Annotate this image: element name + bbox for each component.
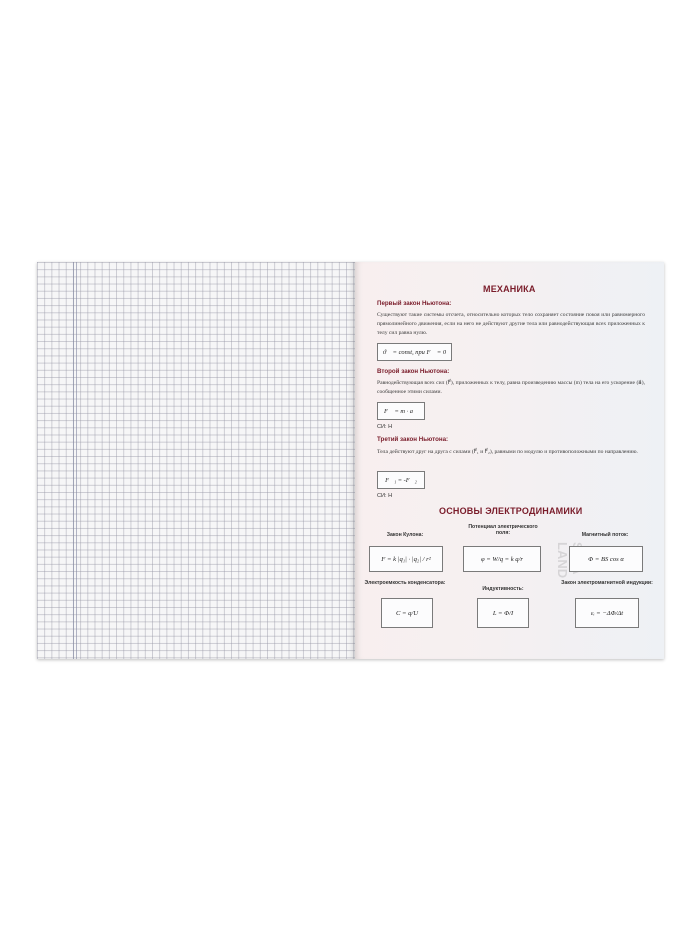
third-law-formula: F⃗₁ = -F⃗₂: [377, 471, 425, 489]
grid-page: [37, 262, 355, 659]
first-law-text: Существуют такие системы отсчета, относительно которых тело сохраняет состояние покоя или равномерного прямолинейного движения, если на него не действуют другие тела или равнодействующая всех приложенных к телу сил равна нулю.: [377, 312, 645, 336]
third-law-heading: Третий закон Ньютона:: [377, 436, 449, 443]
capacitance-formula: C = q/U: [381, 598, 433, 628]
third-law-text: Тела действуют друг на друга с силами (F⃗₁ и F⃗₂), равными по модулю и противоположными по направлению.: [377, 449, 638, 455]
third-law-si: СИ: Н: [377, 493, 393, 499]
coulomb-heading: Закон Кулона:: [386, 532, 424, 538]
capacitance-heading: Электроемкость конденсатора:: [364, 580, 446, 586]
inductance-formula: L = Φ/I: [477, 598, 529, 628]
second-law-heading: Второй закон Ньютона:: [377, 368, 450, 375]
first-law-heading: Первый закон Ньютона:: [377, 300, 452, 307]
second-law-formula: F⃗ = m · a⃗: [377, 402, 425, 420]
potential-heading: Потенциал электрического поля:: [468, 524, 538, 537]
second-law-si: СИ: Н: [377, 424, 393, 430]
first-law-formula: ϑ⃗ = const, при F⃗ = 0: [377, 343, 452, 361]
margin-line: [76, 262, 77, 659]
notebook-spread: [37, 262, 664, 659]
flux-formula: Φ = BS cos α: [569, 546, 643, 572]
flux-heading: Магнитный поток:: [581, 532, 629, 538]
mechanics-title: МЕХАНИКА: [483, 284, 536, 294]
electro-title: ОСНОВЫ ЭЛЕКТРОДИНАМИКИ: [439, 506, 583, 516]
watermark-logo: LAND: [555, 542, 570, 579]
inductance-heading: Индуктивность:: [482, 586, 524, 592]
reference-page: [355, 262, 664, 659]
margin-line: [73, 262, 74, 659]
induction-formula: εᵢ = −ΔΦ/Δt: [575, 598, 639, 628]
induction-heading: Закон электромагнитной индукции:: [561, 580, 653, 586]
second-law-text: Равнодействующая всех сил (F⃗), приложенных к телу, равна произведению массы (m) тела на его ускорение (a⃗), сообщенное этими силами.: [377, 380, 645, 395]
coulomb-formula: F = k |q₁| · |q₂| / r²: [369, 546, 443, 572]
potential-formula: φ = W/q = k q/r: [463, 546, 541, 572]
